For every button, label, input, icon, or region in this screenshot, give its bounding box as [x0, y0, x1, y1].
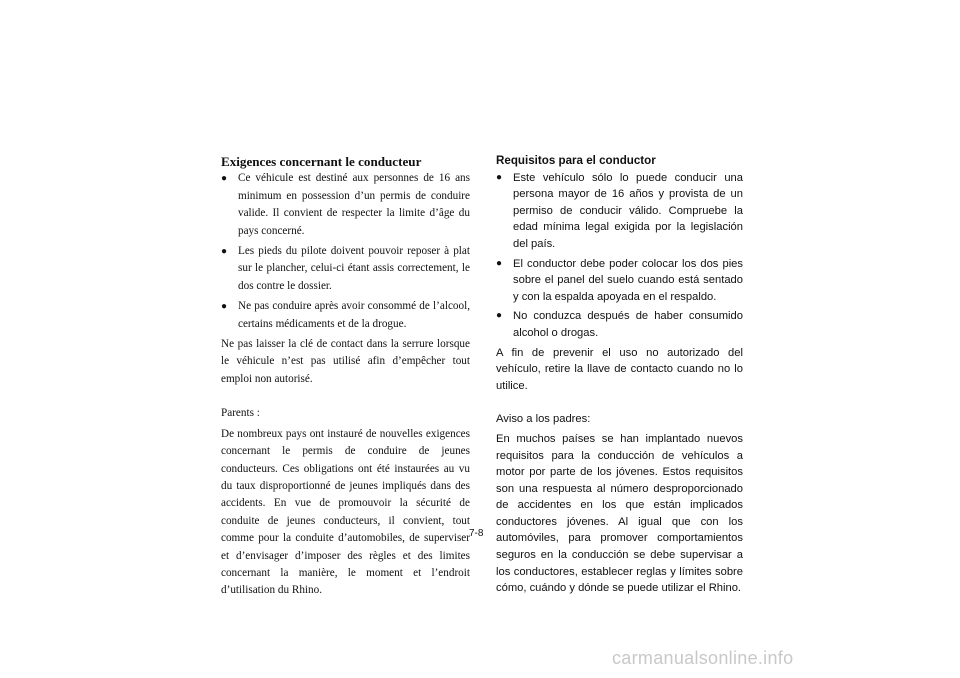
spanish-bullet-list — [496, 170, 743, 342]
spanish-parents-paragraph: En muchos países se han implantado nuevos requisitos para la conducción de vehículos a motor por parte de los jóvenes. Estos requisitos son una respuesta al número desproporcionado de accidentes en los que están implicados conductores jóvenes. Al igual que con los automóviles, para promover comportamientos seguros en la conducción se debe supervisar a los conductores, establecer reglas y límites sobre cómo, cuándo y dónde se puede utilizar el Rhino. — [496, 432, 743, 595]
bullet-icon: ● — [221, 173, 228, 185]
french-parents-paragraph: De nombreux pays ont instauré de nouvelles exigences concernant le permis de conduire de jeunes conducteurs. Ces obligations ont été instaurées au vu du taux disproportionné de jeunes impliqués dans des accidents. En vue de promouvoir la sécurité de conduite de jeunes conducteurs, il convient, tout comme pour la conduite d’automobiles, de superviser et d’envisager d’imposer des règles et des limites concernant la manière, le moment et l’endroit d’utilisation du Rhino. — [221, 427, 470, 597]
french-column — [221, 153, 470, 600]
list-item: ● Ce véhicule est destiné aux personnes de 16 ans minimum en possession d’un permis de conduire valide. Il convient de respecter la limite d’âge du pays concerné. — [221, 172, 470, 237]
watermark: carmanualsonline.info — [612, 648, 794, 668]
spanish-heading: Requisitos para el conductor — [496, 154, 656, 167]
french-parents-label: Parents : — [221, 407, 260, 420]
list-item: ● No conduzca después de haber consumido alcohol o drogas. — [496, 310, 743, 339]
bullet-icon: ● — [496, 257, 503, 269]
list-item: ● Ne pas conduire après avoir consommé de l’alcool, certains médicaments et de la drogue. — [221, 300, 470, 330]
list-item: ● El conductor debe poder colocar los dos pies sobre el panel del suelo cuando está sentado y con la espalda apoyada en el respaldo. — [496, 257, 743, 303]
bullet-icon: ● — [496, 310, 503, 322]
french-heading: Exigences concernant le conducteur — [221, 154, 422, 169]
spanish-parents-label: Aviso a los padres: — [496, 413, 591, 426]
french-key-paragraph: Ne pas laisser la clé de contact dans la serrure lorsque le véhicule n’est pas utilisé afin d’empêcher tout emploi non autorisé. — [221, 338, 470, 385]
bullet-icon: ● — [221, 301, 228, 313]
page-number: 7-8 — [469, 528, 484, 539]
bullet-icon: ● — [221, 246, 228, 258]
spanish-column — [496, 153, 743, 597]
list-item: ● Les pieds du pilote doivent pouvoir reposer à plat sur le plancher, celui-ci étant assis correctement, le dos contre le dossier. — [221, 245, 470, 292]
french-bullet-list — [221, 170, 470, 333]
bullet-icon: ● — [496, 171, 503, 183]
list-item: ● Este vehículo sólo lo puede conducir una persona mayor de 16 años y provista de un permiso de conducir válido. Compruebe la edad mínima legal exigida por la legislación del país. — [496, 171, 743, 250]
spanish-key-paragraph: A fin de prevenir el uso no autorizado del vehículo, retire la llave de contacto cuando no lo utilice. — [496, 346, 743, 392]
